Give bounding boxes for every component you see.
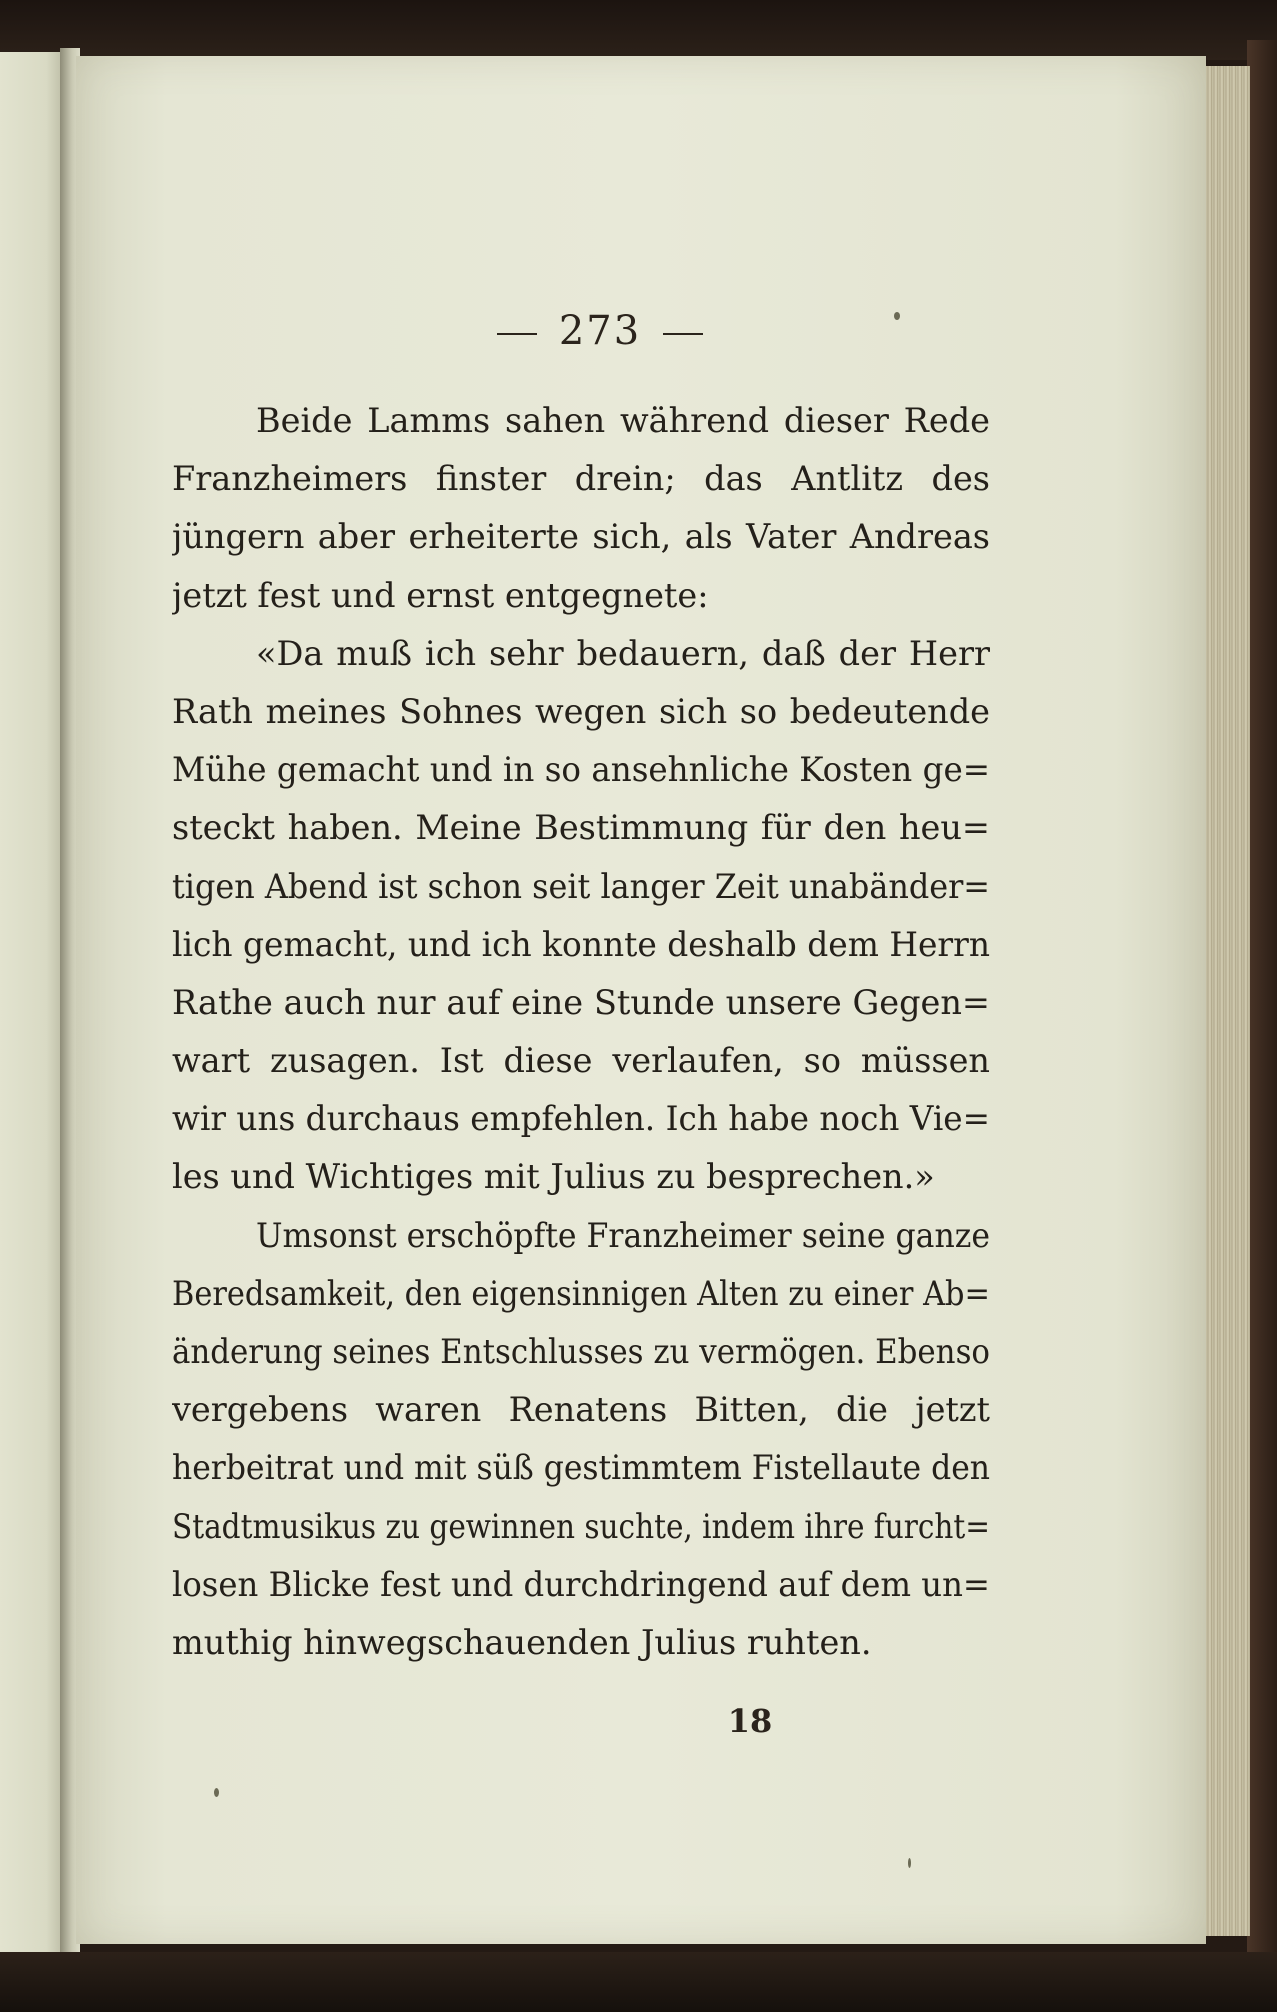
- text-line: tigen Abend ist schon seit langer Zeit unabänder=: [172, 866, 990, 906]
- book-cover-right: [1247, 40, 1277, 1980]
- page-number-value: 273: [558, 308, 642, 354]
- page-edges: [1200, 66, 1250, 1936]
- dash-left: [497, 333, 537, 335]
- paper-speck: [894, 312, 900, 320]
- text-line: jetzt fest und ernst entgegnete:: [172, 575, 709, 615]
- text-line: wart zusagen. Ist diese verlaufen, so müssen: [172, 1041, 990, 1081]
- text-line: muthig hinwegschauenden Julius ruhten.: [172, 1622, 872, 1662]
- text-line: Stadtmusikus zu gewinnen suchte, indem ihre furcht=: [172, 1506, 990, 1546]
- text-line: jüngern aber erheiterte sich, als Vater Andreas: [172, 517, 990, 557]
- paper-speck: [214, 1788, 219, 1797]
- page-number: [470, 308, 730, 354]
- text-line: Mühe gemacht und in so ansehnliche Kosten ge=: [172, 750, 990, 790]
- book-cover-top: [0, 0, 1277, 60]
- text-line: änderung seines Entschlusses zu vermögen. Ebenso: [172, 1332, 990, 1371]
- text-line: losen Blicke fest und durchdringend auf dem un=: [172, 1564, 990, 1604]
- previous-page-edge: [0, 52, 66, 1952]
- book-cover-bottom: [0, 1952, 1277, 2012]
- text-line: Beredsamkeit, den eigensinnigen Alten zu einer Ab=: [172, 1273, 990, 1313]
- dash-right: [663, 333, 703, 335]
- text-line: Beide Lamms sahen während dieser Rede: [256, 401, 990, 440]
- text-line: steckt haben. Meine Bestimmung für den heu=: [172, 808, 990, 848]
- signature-mark: 18: [727, 1702, 773, 1740]
- text-line: les und Wichtiges mit Julius zu besprechen.»: [172, 1157, 935, 1197]
- text-line: Rath meines Sohnes wegen sich so bedeutende: [172, 691, 990, 731]
- text-line: herbeitrat und mit süß gestimmtem Fistellaute den: [172, 1448, 990, 1488]
- text-line: lich gemacht, und ich konnte deshalb dem Herrn: [172, 924, 990, 964]
- text-line: wir uns durchaus empfehlen. Ich habe noch Vie=: [172, 1099, 990, 1139]
- text-line: Umsonst erschöpfte Franzheimer seine ganze: [256, 1215, 990, 1255]
- paper-speck: [908, 1858, 911, 1868]
- body-text: [172, 392, 990, 1672]
- text-line: «Da muß ich sehr bedauern, daß der Herr: [256, 633, 990, 673]
- text-line: vergebens waren Renatens Bitten, die jetzt: [172, 1390, 990, 1430]
- text-line: Franzheimers finster drein; das Antlitz des: [172, 459, 990, 499]
- text-line: Rathe auch nur auf eine Stunde unsere Gegen=: [172, 982, 990, 1022]
